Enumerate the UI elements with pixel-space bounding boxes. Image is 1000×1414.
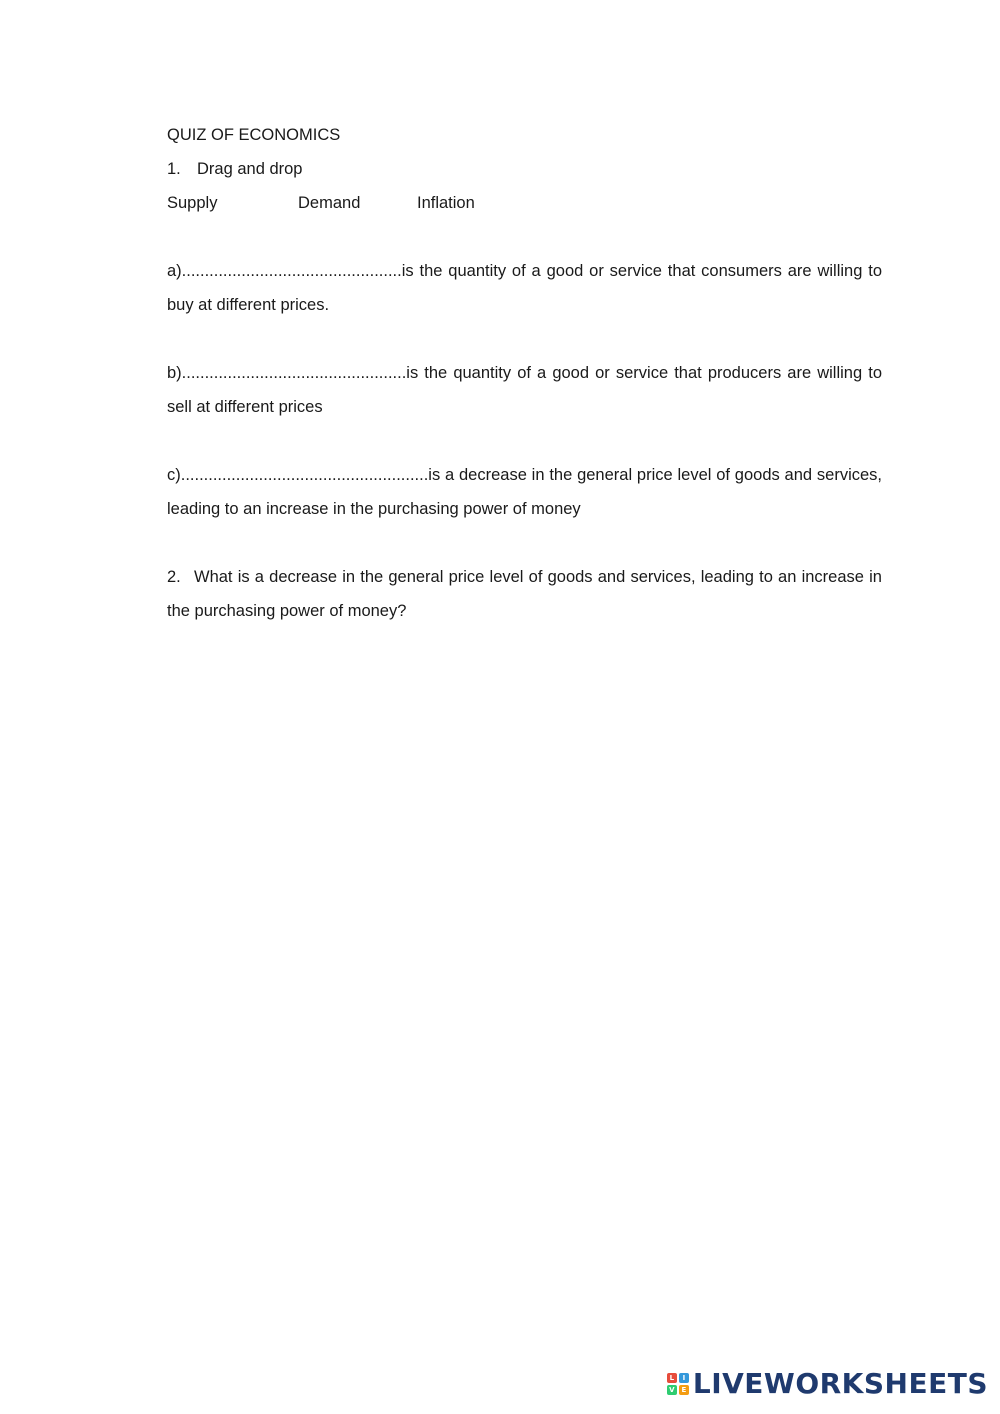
question-1a[interactable]: a)................................................is the quantity of a good or service that consumers are willing to buy at different prices. (167, 262, 882, 314)
word-bank-item-supply[interactable]: Supply (167, 194, 218, 212)
word-bank-item-demand[interactable]: Demand (298, 194, 361, 212)
question-1b[interactable]: b).................................................is the quantity of a good or service that producers are willing to sell at different prices (167, 364, 882, 416)
worksheet-title: QUIZ OF ECONOMICS (167, 126, 341, 144)
liveworksheets-logo-icon (667, 1373, 689, 1395)
question-1-heading (167, 152, 882, 186)
question-1-heading-text: Drag and drop (197, 160, 303, 178)
question-1c[interactable]: c)......................................................is a decrease in the general price level of goods and services, leading to an increase in the purchasing power of money (167, 466, 882, 518)
worksheet-content (167, 118, 882, 628)
question-1-number: 1. (167, 160, 181, 178)
liveworksheets-logo-text: LIVEWORKSHEETS (692, 1367, 988, 1400)
word-bank-item-inflation[interactable]: Inflation (417, 194, 475, 212)
word-bank (167, 186, 882, 220)
logo-tile-v: V (667, 1385, 677, 1395)
question-2-text: What is a decrease in the general price level of goods and services, leading to an increase in the purchasing power of money? (167, 568, 882, 620)
logo-tile-l: L (667, 1373, 677, 1383)
logo-tile-e: E (679, 1385, 689, 1395)
liveworksheets-logo (667, 1367, 988, 1400)
question-2 (167, 560, 882, 628)
logo-tile-i: I (679, 1373, 689, 1383)
question-2-number: 2. (167, 568, 181, 586)
